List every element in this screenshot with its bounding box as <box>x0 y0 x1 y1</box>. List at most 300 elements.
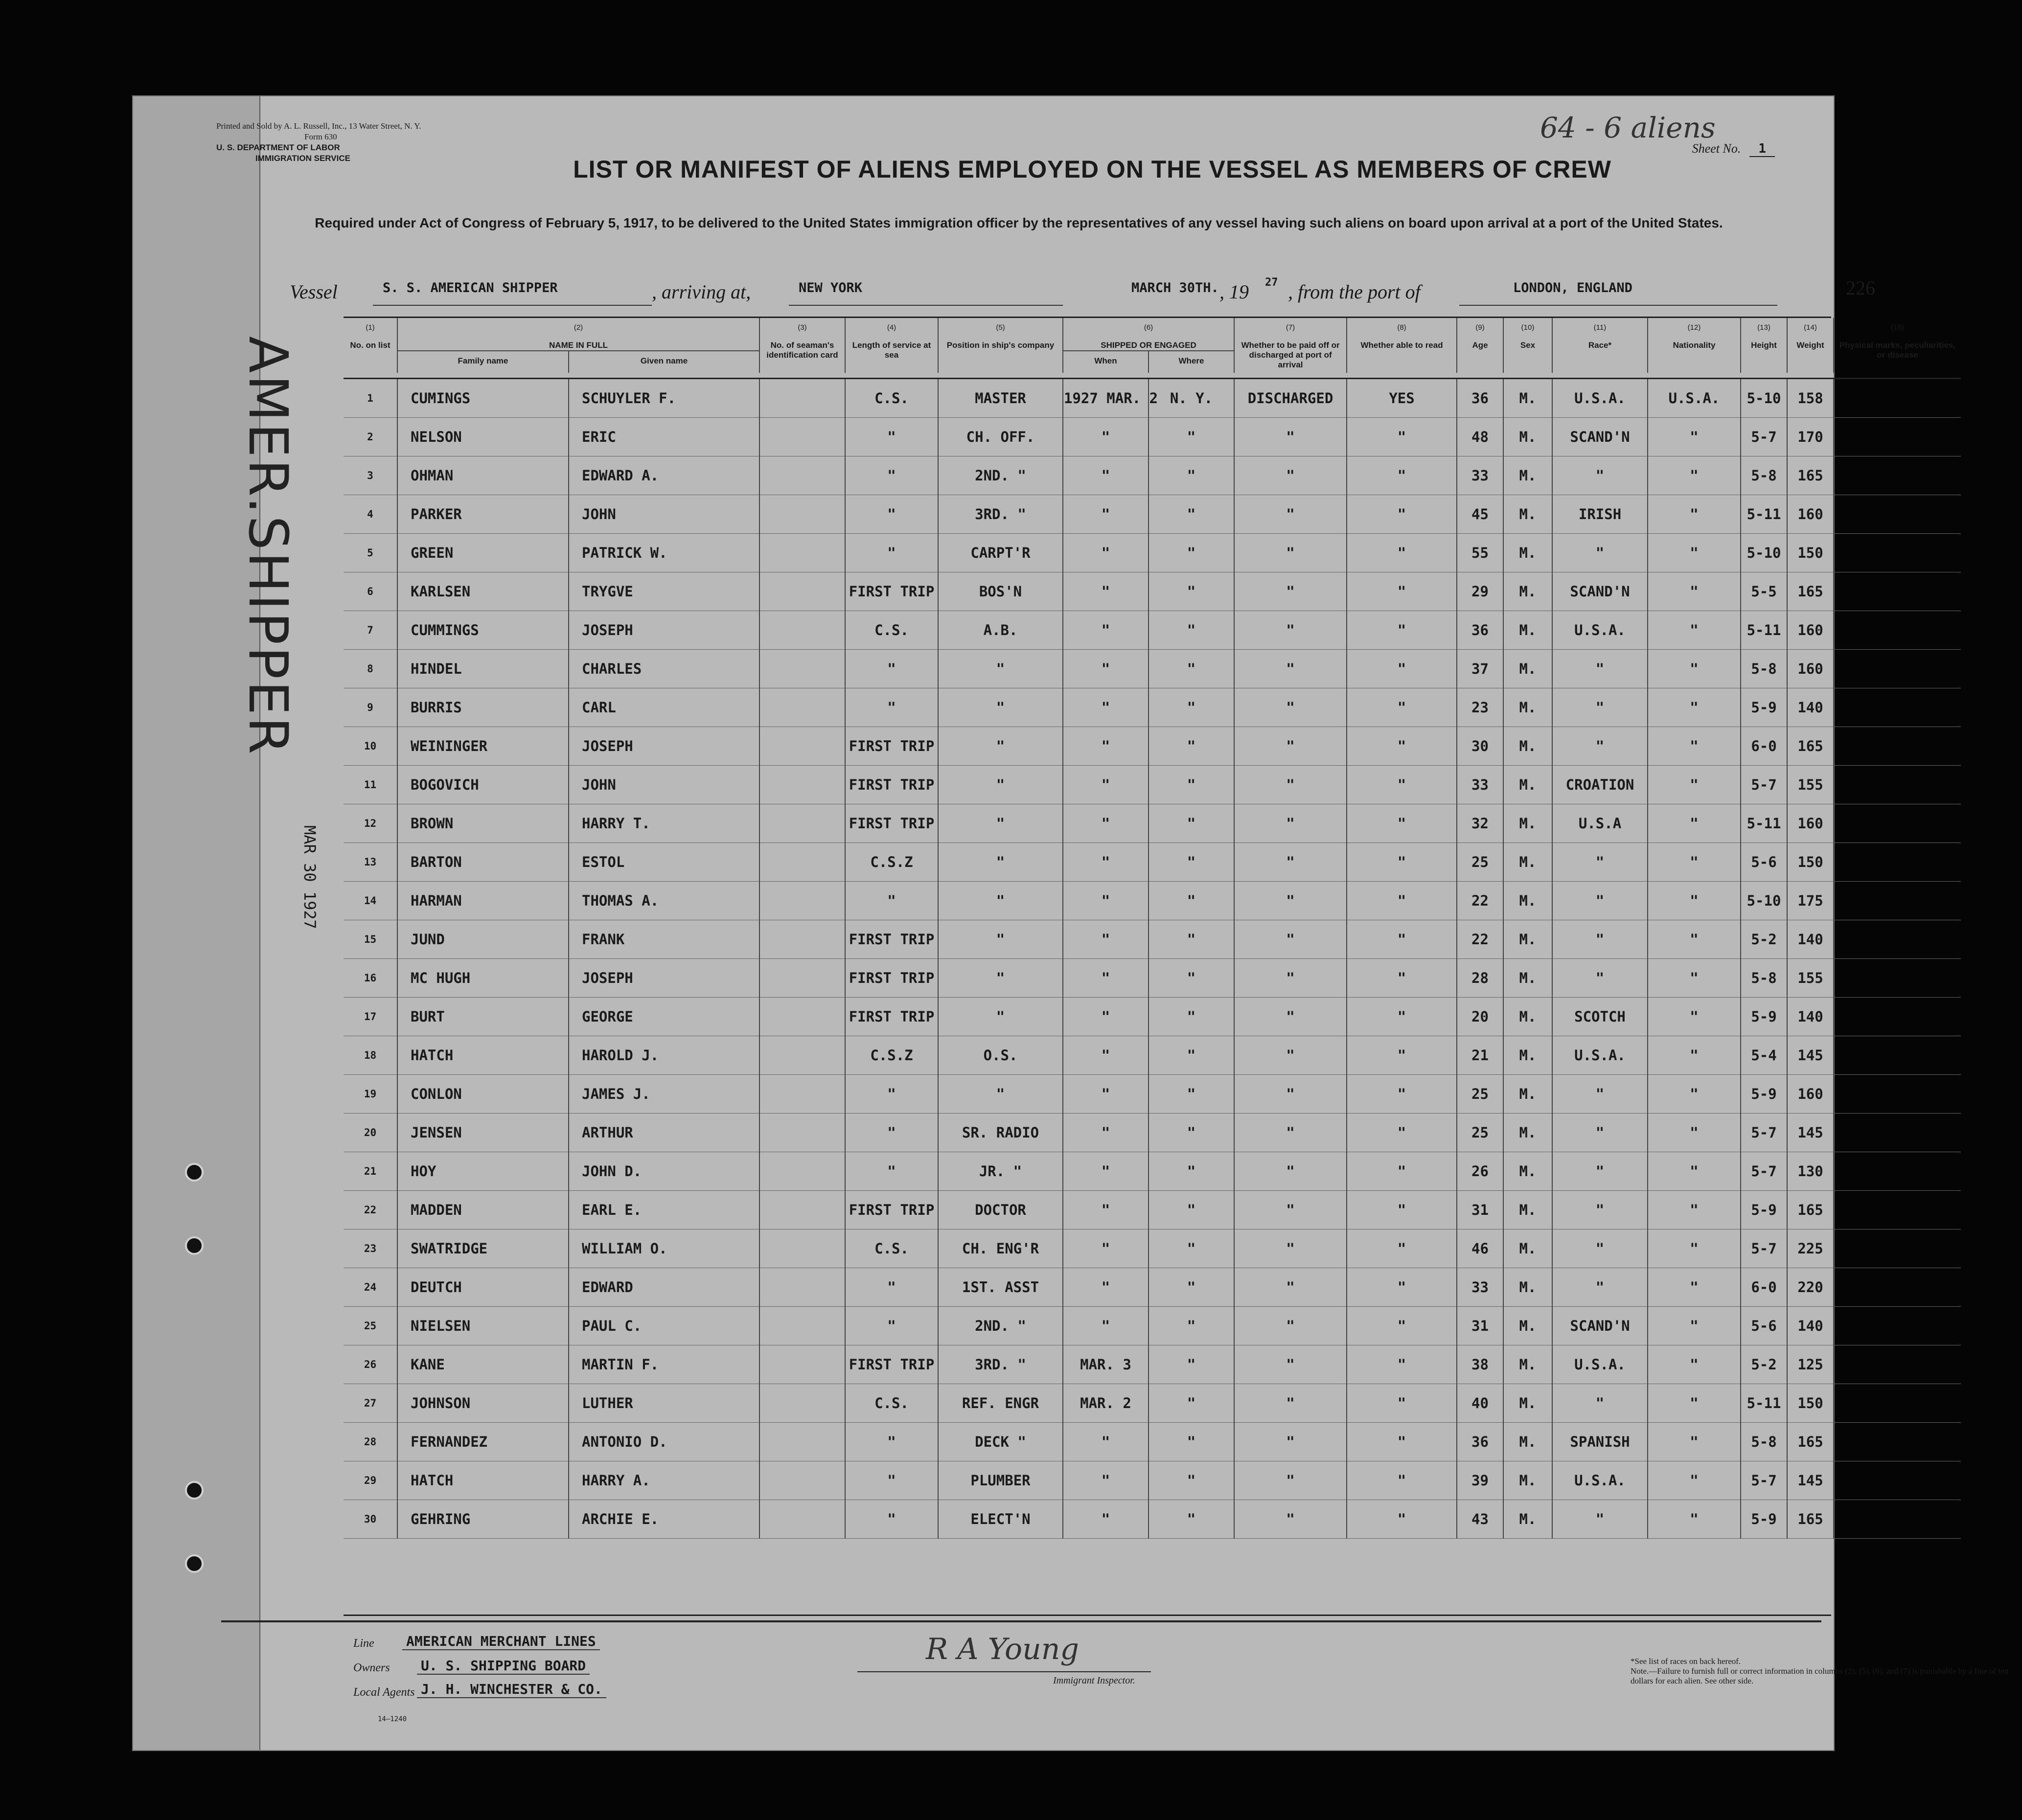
family-name-cell: NIELSEN <box>397 1307 569 1345</box>
physical-marks-cell <box>1834 766 1961 804</box>
race-cell: " <box>1552 1152 1648 1191</box>
physical-marks-cell <box>1834 1114 1961 1152</box>
nationality-cell: " <box>1648 804 1741 843</box>
family-name-cell: BARTON <box>397 843 569 882</box>
arriving-label: , arriving at, <box>652 281 751 303</box>
length-of-service-cell: FIRST TRIP <box>845 920 938 959</box>
position-cell: 2ND. " <box>938 1307 1063 1345</box>
table-row <box>344 804 1961 843</box>
shipped-when-cell: " <box>1063 998 1149 1036</box>
discharge-status-cell: " <box>1234 882 1347 920</box>
nationality-cell: " <box>1648 1500 1741 1539</box>
position-cell: DECK " <box>938 1423 1063 1461</box>
weight-cell: 160 <box>1787 1075 1834 1114</box>
form-number: Form 630 <box>304 132 337 141</box>
row-number-cell: 3 <box>344 456 397 495</box>
shipped-when-cell: " <box>1063 882 1149 920</box>
nationality-cell: " <box>1648 534 1741 572</box>
height-cell: 5-2 <box>1741 920 1787 959</box>
length-of-service-cell: FIRST TRIP <box>845 998 938 1036</box>
able-to-read-cell: " <box>1347 1461 1457 1500</box>
physical-marks-cell <box>1834 1423 1961 1461</box>
weight-cell: 160 <box>1787 611 1834 650</box>
sex-cell: M. <box>1503 572 1552 611</box>
crew-table-container <box>344 317 1956 1616</box>
height-cell: 5-7 <box>1741 1152 1787 1191</box>
able-to-read-cell: " <box>1347 650 1457 688</box>
race-cell: SCAND'N <box>1552 418 1648 456</box>
shipped-where-cell: " <box>1149 1229 1234 1268</box>
weight-cell: 140 <box>1787 688 1834 727</box>
given-name-cell: ERIC <box>569 418 759 456</box>
vessel-label: Vessel <box>290 281 338 303</box>
table-row <box>344 1345 1961 1384</box>
height-cell: 5-9 <box>1741 1075 1787 1114</box>
reference-number: 226 <box>1846 277 1875 299</box>
shipped-where-cell: " <box>1149 1191 1234 1229</box>
nationality-cell: " <box>1648 766 1741 804</box>
weight-cell: 150 <box>1787 534 1834 572</box>
physical-marks-cell <box>1834 1036 1961 1075</box>
discharge-status-cell: " <box>1234 495 1347 534</box>
nationality-cell: " <box>1648 1036 1741 1075</box>
table-row <box>344 611 1961 650</box>
physical-marks-cell <box>1834 998 1961 1036</box>
family-name-cell: CUMINGS <box>397 379 569 418</box>
family-name-cell: WEININGER <box>397 727 569 766</box>
nationality-cell: " <box>1648 959 1741 998</box>
given-name-cell: LUTHER <box>569 1384 759 1423</box>
weight-cell: 165 <box>1787 1500 1834 1539</box>
row-number-cell: 7 <box>344 611 397 650</box>
shipped-where-cell: " <box>1149 572 1234 611</box>
id-card-cell <box>759 882 845 920</box>
position-cell: " <box>938 766 1063 804</box>
sex-cell: M. <box>1503 418 1552 456</box>
physical-marks-cell <box>1834 688 1961 727</box>
race-cell: " <box>1552 1191 1648 1229</box>
sex-cell: M. <box>1503 688 1552 727</box>
nationality-cell: " <box>1648 688 1741 727</box>
given-name-cell: FRANK <box>569 920 759 959</box>
row-number-cell: 20 <box>344 1114 397 1152</box>
position-cell: 3RD. " <box>938 1345 1063 1384</box>
shipped-where-cell: " <box>1149 418 1234 456</box>
weight-cell: 165 <box>1787 456 1834 495</box>
physical-marks-cell <box>1834 1152 1961 1191</box>
row-number-cell: 27 <box>344 1384 397 1423</box>
row-number-cell: 10 <box>344 727 397 766</box>
position-cell: " <box>938 688 1063 727</box>
row-number-cell: 9 <box>344 688 397 727</box>
discharge-status-cell: " <box>1234 1191 1347 1229</box>
position-cell: CH. OFF. <box>938 418 1063 456</box>
id-card-cell <box>759 534 845 572</box>
shipped-when-cell: " <box>1063 1114 1149 1152</box>
nationality-cell: " <box>1648 1191 1741 1229</box>
length-of-service-cell: " <box>845 650 938 688</box>
discharge-status-cell: " <box>1234 1500 1347 1539</box>
punch-hole <box>185 1481 204 1500</box>
row-number-cell: 1 <box>344 379 397 418</box>
length-of-service-cell: " <box>845 1268 938 1307</box>
age-cell: 25 <box>1457 1075 1503 1114</box>
given-name-cell: JOSEPH <box>569 959 759 998</box>
able-to-read-cell: " <box>1347 1114 1457 1152</box>
id-card-cell <box>759 1191 845 1229</box>
fine-note: Note.—Failure to furnish full or correct information in columns (2), (5), (6), and (7) is punishable by a fine of ten dollars for each alien. See other side. <box>1631 1666 2009 1685</box>
shipped-where-cell: " <box>1149 456 1234 495</box>
col-read-header: (8) Whether able to read <box>1347 318 1457 373</box>
race-cell: " <box>1552 843 1648 882</box>
weight-cell: 165 <box>1787 1191 1834 1229</box>
shipped-where-cell: " <box>1149 959 1234 998</box>
height-cell: 5-6 <box>1741 1307 1787 1345</box>
physical-marks-cell <box>1834 1268 1961 1307</box>
races-note: *See list of races on back hereof. <box>1631 1657 1741 1666</box>
col-height-header: (13) Height <box>1741 318 1787 373</box>
id-card-cell <box>759 688 845 727</box>
sheet-number-value: 1 <box>1749 141 1775 157</box>
row-number-cell: 30 <box>344 1500 397 1539</box>
race-cell: U.S.A. <box>1552 379 1648 418</box>
row-number-cell: 11 <box>344 766 397 804</box>
shipped-where-cell: " <box>1149 804 1234 843</box>
age-cell: 22 <box>1457 882 1503 920</box>
height-cell: 5-9 <box>1741 998 1787 1036</box>
table-row <box>344 1307 1961 1345</box>
physical-marks-cell <box>1834 418 1961 456</box>
shipped-when-cell: " <box>1063 959 1149 998</box>
position-cell: " <box>938 650 1063 688</box>
nationality-cell: " <box>1648 1423 1741 1461</box>
family-name-cell: KARLSEN <box>397 572 569 611</box>
shipped-where-cell: " <box>1149 1461 1234 1500</box>
height-cell: 5-8 <box>1741 959 1787 998</box>
age-cell: 43 <box>1457 1500 1503 1539</box>
punch-hole <box>185 1554 204 1573</box>
discharge-status-cell: " <box>1234 998 1347 1036</box>
length-of-service-cell: " <box>845 534 938 572</box>
sex-cell: M. <box>1503 959 1552 998</box>
nationality-cell: " <box>1648 727 1741 766</box>
discharge-status-cell: " <box>1234 1152 1347 1191</box>
race-cell: " <box>1552 688 1648 727</box>
age-cell: 36 <box>1457 1423 1503 1461</box>
weight-cell: 125 <box>1787 1345 1834 1384</box>
sex-cell: M. <box>1503 534 1552 572</box>
weight-cell: 150 <box>1787 843 1834 882</box>
col-where-header: Where <box>1149 351 1234 373</box>
discharge-status-cell: " <box>1234 1036 1347 1075</box>
physical-marks-cell <box>1834 843 1961 882</box>
weight-cell: 165 <box>1787 572 1834 611</box>
height-cell: 5-7 <box>1741 418 1787 456</box>
table-row <box>344 379 1961 418</box>
length-of-service-cell: " <box>845 1114 938 1152</box>
sex-cell: M. <box>1503 1384 1552 1423</box>
physical-marks-cell <box>1834 572 1961 611</box>
handwritten-alien-count: 64 - 6 aliens <box>1540 111 1716 144</box>
discharge-status-cell: " <box>1234 534 1347 572</box>
position-cell: " <box>938 1075 1063 1114</box>
nationality-cell: " <box>1648 611 1741 650</box>
departure-port: LONDON, ENGLAND <box>1513 280 1632 296</box>
age-cell: 29 <box>1457 572 1503 611</box>
shipped-where-cell: " <box>1149 1075 1234 1114</box>
discharge-status-cell: " <box>1234 920 1347 959</box>
col-family-name-header: Family name <box>397 351 569 373</box>
inspector-label: Immigrant Inspector. <box>1053 1675 1135 1686</box>
position-cell: CH. ENG'R <box>938 1229 1063 1268</box>
sex-cell: M. <box>1503 804 1552 843</box>
arrival-date: MARCH 30TH. <box>1131 280 1219 296</box>
shipped-where-cell: " <box>1149 1268 1234 1307</box>
table-row <box>344 727 1961 766</box>
age-cell: 23 <box>1457 688 1503 727</box>
col-name-header: (2) NAME IN FULL <box>397 318 759 351</box>
position-cell: REF. ENGR <box>938 1384 1063 1423</box>
id-card-cell <box>759 843 845 882</box>
shipped-when-cell: " <box>1063 456 1149 495</box>
race-cell: " <box>1552 882 1648 920</box>
position-cell: BOS'N <box>938 572 1063 611</box>
shipped-where-cell: " <box>1149 650 1234 688</box>
age-cell: 31 <box>1457 1191 1503 1229</box>
position-cell: MASTER <box>938 379 1063 418</box>
physical-marks-cell <box>1834 379 1961 418</box>
id-card-cell <box>759 998 845 1036</box>
shipped-where-cell: " <box>1149 882 1234 920</box>
table-row <box>344 1423 1961 1461</box>
family-name-cell: HOY <box>397 1152 569 1191</box>
year-prefix: , 19 <box>1219 281 1249 303</box>
height-cell: 5-8 <box>1741 650 1787 688</box>
shipped-where-cell: " <box>1149 766 1234 804</box>
shipped-when-cell: " <box>1063 1075 1149 1114</box>
col-marks-header: (15) Physical marks, peculiarities, or disease <box>1839 323 1956 360</box>
shipped-when-cell: " <box>1063 1461 1149 1500</box>
weight-cell: 175 <box>1787 882 1834 920</box>
given-name-cell: EDWARD <box>569 1268 759 1307</box>
shipped-where-cell: " <box>1149 1114 1234 1152</box>
length-of-service-cell: FIRST TRIP <box>845 804 938 843</box>
weight-cell: 165 <box>1787 727 1834 766</box>
physical-marks-cell <box>1834 456 1961 495</box>
col-position-header: (5) Position in ship's company <box>938 318 1063 373</box>
given-name-cell: JAMES J. <box>569 1075 759 1114</box>
line-value: AMERICAN MERCHANT LINES <box>402 1633 600 1650</box>
arrival-rule <box>789 305 1063 306</box>
position-cell: " <box>938 920 1063 959</box>
discharge-status-cell: " <box>1234 611 1347 650</box>
shipped-when-cell: MAR. 2 <box>1063 1384 1149 1423</box>
weight-cell: 155 <box>1787 959 1834 998</box>
sex-cell: M. <box>1503 1268 1552 1307</box>
given-name-cell: EARL E. <box>569 1191 759 1229</box>
position-cell: " <box>938 959 1063 998</box>
row-number-cell: 23 <box>344 1229 397 1268</box>
length-of-service-cell: FIRST TRIP <box>845 1345 938 1384</box>
height-cell: 5-7 <box>1741 766 1787 804</box>
discharge-status-cell: " <box>1234 1307 1347 1345</box>
able-to-read-cell: " <box>1347 920 1457 959</box>
id-card-cell <box>759 1229 845 1268</box>
given-name-cell: JOHN D. <box>569 1152 759 1191</box>
weight-cell: 165 <box>1787 1423 1834 1461</box>
sex-cell: M. <box>1503 650 1552 688</box>
footer <box>221 1620 2009 1735</box>
physical-marks-cell <box>1834 650 1961 688</box>
page-subtitle: Required under Act of Congress of February 5, 1917, to be delivered to the United States immigration officer by the representatives of any vessel having such aliens on board upon arrival at a port of the United States. <box>315 215 1723 230</box>
age-cell: 22 <box>1457 920 1503 959</box>
position-cell: O.S. <box>938 1036 1063 1075</box>
race-cell: " <box>1552 650 1648 688</box>
physical-marks-cell <box>1834 1307 1961 1345</box>
family-name-cell: JENSEN <box>397 1114 569 1152</box>
able-to-read-cell: " <box>1347 1423 1457 1461</box>
row-number-cell: 26 <box>344 1345 397 1384</box>
nationality-cell: " <box>1648 572 1741 611</box>
weight-cell: 150 <box>1787 1384 1834 1423</box>
shipped-where-cell: " <box>1149 1345 1234 1384</box>
nationality-cell: " <box>1648 456 1741 495</box>
race-cell: " <box>1552 1075 1648 1114</box>
given-name-cell: JOHN <box>569 495 759 534</box>
table-row <box>344 843 1961 882</box>
physical-marks-cell <box>1834 1229 1961 1268</box>
position-cell: CARPT'R <box>938 534 1063 572</box>
given-name-cell: PAUL C. <box>569 1307 759 1345</box>
id-card-cell <box>759 572 845 611</box>
given-name-cell: JOHN <box>569 766 759 804</box>
given-name-cell: HARRY T. <box>569 804 759 843</box>
vessel-name: S. S. AMERICAN SHIPPER <box>383 280 558 296</box>
table-row <box>344 1191 1961 1229</box>
shipped-where-cell: " <box>1149 534 1234 572</box>
family-name-cell: CUMMINGS <box>397 611 569 650</box>
col-sex-header: (10) Sex <box>1503 318 1552 373</box>
weight-cell: 130 <box>1787 1152 1834 1191</box>
punch-hole <box>185 1236 204 1255</box>
row-number-cell: 22 <box>344 1191 397 1229</box>
family-name-cell: JOHNSON <box>397 1384 569 1423</box>
row-number-cell: 19 <box>344 1075 397 1114</box>
table-row <box>344 1114 1961 1152</box>
id-card-cell <box>759 1036 845 1075</box>
col-weight-header: (14) Weight <box>1787 318 1834 373</box>
race-cell: IRISH <box>1552 495 1648 534</box>
age-cell: 40 <box>1457 1384 1503 1423</box>
able-to-read-cell: " <box>1347 1268 1457 1307</box>
nationality-cell: " <box>1648 650 1741 688</box>
age-cell: 21 <box>1457 1036 1503 1075</box>
able-to-read-cell: " <box>1347 727 1457 766</box>
row-number-cell: 25 <box>344 1307 397 1345</box>
race-cell: U.S.A. <box>1552 1461 1648 1500</box>
punch-hole <box>185 1163 204 1182</box>
able-to-read-cell: " <box>1347 572 1457 611</box>
position-cell: SR. RADIO <box>938 1114 1063 1152</box>
physical-marks-cell <box>1834 534 1961 572</box>
physical-marks-cell <box>1834 1075 1961 1114</box>
length-of-service-cell: C.S.Z <box>845 1036 938 1075</box>
height-cell: 5-11 <box>1741 804 1787 843</box>
able-to-read-cell: " <box>1347 495 1457 534</box>
race-cell: SPANISH <box>1552 1423 1648 1461</box>
sheet-number <box>1692 141 1775 156</box>
height-cell: 5-9 <box>1741 688 1787 727</box>
race-cell: U.S.A. <box>1552 1036 1648 1075</box>
length-of-service-cell: C.S. <box>845 1384 938 1423</box>
nationality-cell: " <box>1648 843 1741 882</box>
col-nationality-header: (12) Nationality <box>1648 318 1741 373</box>
shipped-when-cell: " <box>1063 1152 1149 1191</box>
discharge-status-cell: " <box>1234 804 1347 843</box>
family-name-cell: PARKER <box>397 495 569 534</box>
family-name-cell: HATCH <box>397 1461 569 1500</box>
given-name-cell: MARTIN F. <box>569 1345 759 1384</box>
weight-cell: 170 <box>1787 418 1834 456</box>
id-card-cell <box>759 959 845 998</box>
shipped-when-cell: " <box>1063 1268 1149 1307</box>
position-cell: PLUMBER <box>938 1461 1063 1500</box>
length-of-service-cell: C.S. <box>845 379 938 418</box>
family-name-cell: DEUTCH <box>397 1268 569 1307</box>
length-of-service-cell: " <box>845 418 938 456</box>
family-name-cell: BURT <box>397 998 569 1036</box>
family-name-cell: MC HUGH <box>397 959 569 998</box>
given-name-cell: CHARLES <box>569 650 759 688</box>
height-cell: 5-9 <box>1741 1500 1787 1539</box>
position-cell: 3RD. " <box>938 495 1063 534</box>
sex-cell: M. <box>1503 1345 1552 1384</box>
position-cell: 2ND. " <box>938 456 1063 495</box>
given-name-cell: GEORGE <box>569 998 759 1036</box>
shipped-when-cell: " <box>1063 1423 1149 1461</box>
discharge-status-cell: " <box>1234 959 1347 998</box>
table-row <box>344 1384 1961 1423</box>
race-cell: " <box>1552 1384 1648 1423</box>
shipped-when-cell: " <box>1063 418 1149 456</box>
height-cell: 5-5 <box>1741 572 1787 611</box>
discharge-status-cell: " <box>1234 1345 1347 1384</box>
race-cell: " <box>1552 1268 1648 1307</box>
discharge-status-cell: " <box>1234 1114 1347 1152</box>
col-no-header: (1) No. on list <box>344 318 397 373</box>
age-cell: 55 <box>1457 534 1503 572</box>
given-name-cell: JOSEPH <box>569 727 759 766</box>
able-to-read-cell: " <box>1347 1152 1457 1191</box>
length-of-service-cell: " <box>845 1500 938 1539</box>
height-cell: 5-7 <box>1741 1461 1787 1500</box>
weight-cell: 155 <box>1787 766 1834 804</box>
shipped-where-cell: " <box>1149 843 1234 882</box>
crew-table <box>344 318 1961 1539</box>
row-number-cell: 28 <box>344 1423 397 1461</box>
given-name-cell: ESTOL <box>569 843 759 882</box>
position-cell: ELECT'N <box>938 1500 1063 1539</box>
given-name-cell: SCHUYLER F. <box>569 379 759 418</box>
id-card-cell <box>759 1114 845 1152</box>
table-row <box>344 1461 1961 1500</box>
family-name-cell: BURRIS <box>397 688 569 727</box>
table-row <box>344 688 1961 727</box>
sex-cell: M. <box>1503 1152 1552 1191</box>
discharge-status-cell: " <box>1234 688 1347 727</box>
department-name: U. S. DEPARTMENT OF LABOR <box>216 143 340 152</box>
agents-label: Local Agents <box>353 1686 415 1699</box>
